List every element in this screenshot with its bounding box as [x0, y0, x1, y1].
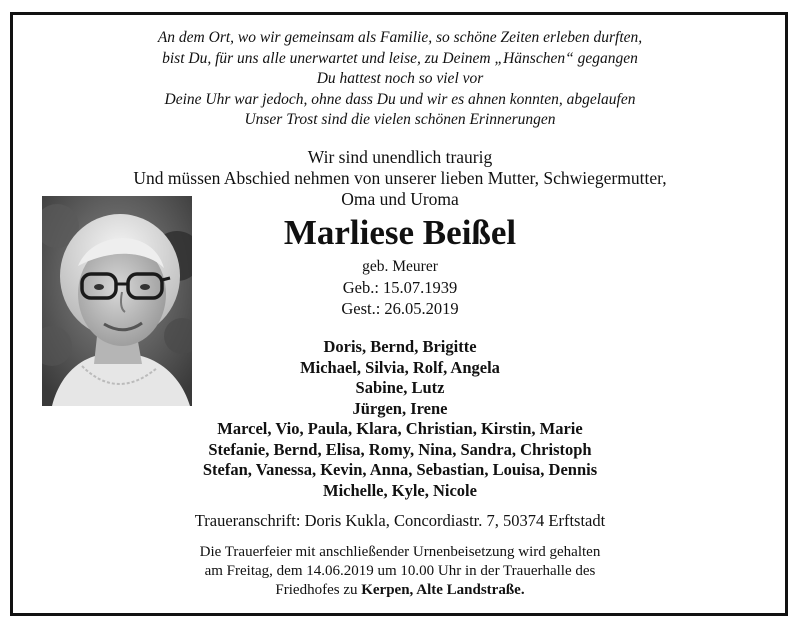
- poem-line: An dem Ort, wo wir gemeinsam als Familie, so schöne Zeiten erleben durften,: [157, 29, 643, 46]
- mourners-line: Sabine, Lutz: [355, 378, 445, 397]
- mourners-line: Michael, Silvia, Rolf, Angela: [300, 357, 500, 377]
- mourners-line: Marcel, Vio, Paula, Klara, Christian, Kirstin, Marie: [217, 419, 583, 438]
- service-line-prefix: Friedhofes zu: [275, 582, 362, 598]
- deceased-name: Marliese Beißel: [283, 213, 517, 252]
- death-date: Gest.: 26.05.2019: [341, 299, 459, 318]
- service-line: am Freitag, dem 14.06.2019 um 10.00 Uhr in der Trauerhalle des: [204, 563, 596, 579]
- life-dates: [0, 256, 800, 319]
- mourners-line: Michelle, Kyle, Nicole: [323, 480, 477, 500]
- service-place: Kerpen, Alte Landstraße.: [361, 582, 525, 598]
- mourning-address: Traueranschrift: Doris Kukla, Concordiastr. 7, 50374 Erftstadt: [194, 511, 606, 530]
- mourners-line: Stefan, Vanessa, Kevin, Anna, Sebastian, Louisa, Dennis: [202, 460, 598, 479]
- mourners-line: Stefanie, Bernd, Elisa, Romy, Nina, Sandra, Christoph: [208, 439, 592, 459]
- intro-line: Und müssen Abschied nehmen von unserer lieben Mutter, Schwiegermutter,: [133, 168, 667, 188]
- mourners-line: Jürgen, Irene: [352, 398, 448, 418]
- born-name: geb. Meurer: [362, 258, 438, 275]
- birth-date: Geb.: 15.07.1939: [342, 278, 458, 297]
- poem-line: Unser Trost sind die vielen schönen Erinnerungen: [244, 111, 556, 128]
- poem-line: bist Du, für uns alle unerwartet und leise, zu Deinem „Hänschen“ gegangen: [162, 49, 638, 67]
- service-line: Die Trauerfeier mit anschließender Urnenbeisetzung wird gehalten: [199, 544, 601, 560]
- intro-line: Oma und Uroma: [341, 189, 459, 209]
- mourners-line: Doris, Bernd, Brigitte: [323, 337, 477, 356]
- poem-line: Du hattest noch so viel vor: [316, 70, 484, 87]
- service-line: [0, 581, 800, 600]
- intro-line: Wir sind unendlich traurig: [307, 147, 493, 167]
- poem-block: [0, 28, 800, 131]
- poem-line: Deine Uhr war jedoch, ohne dass Du und wir es ahnen konnten, abgelaufen: [164, 90, 636, 108]
- funeral-service-info: [0, 543, 800, 600]
- mourners-list: [0, 337, 800, 501]
